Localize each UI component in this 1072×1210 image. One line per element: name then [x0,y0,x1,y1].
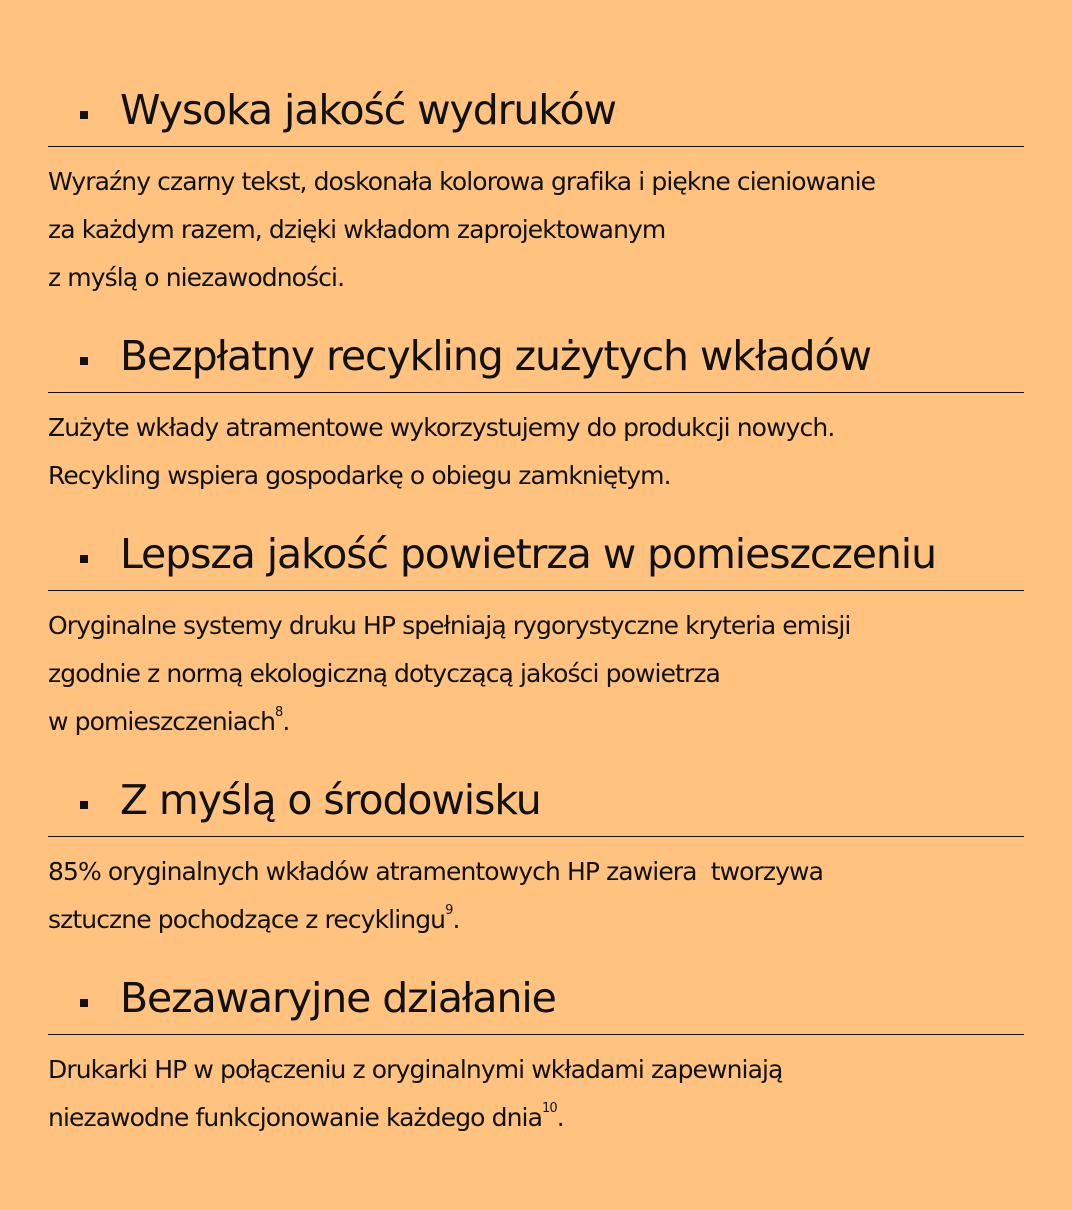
footnote-marker: 9 [445,903,453,918]
section-heading-row [48,516,1024,591]
square-bullet-icon [80,111,88,119]
section-environment [48,762,1024,944]
description-text: sztuczne pochodzące z recyklingu [48,905,446,934]
section-heading-row [48,318,1024,393]
description-line-with-footnote [48,896,1024,944]
description-line: Drukarki HP w połączeniu z oryginalnymi wkładami zapewniają [48,1055,783,1084]
description-line: Wyraźny czarny tekst, doskonała kolorowa grafika i piękne cieniowanie [48,167,876,196]
description-line-with-footnote [48,1094,1024,1142]
section-recycling [48,318,1024,500]
section-air-quality [48,516,1024,746]
section-title: Z myślą o środowisku [120,776,541,824]
period: . [556,1103,564,1132]
description-text: w pomieszczeniach [48,707,276,736]
section-title: Bezawaryjne działanie [120,974,556,1022]
section-heading-row [48,960,1024,1035]
section-heading-row [48,762,1024,837]
section-heading-row [48,72,1024,147]
section-title: Bezpłatny recykling zużytych wkładów [120,332,871,380]
period: . [452,905,460,934]
footnote-marker: 10 [542,1101,557,1116]
section-title: Lepsza jakość powietrza w pomieszczeniu [120,530,936,578]
section-description [48,147,1024,302]
description-line: zgodnie z normą ekologiczną dotyczącą jakości powietrza [48,659,720,688]
description-line: Recykling wspiera gospodarkę o obiegu zamkniętym. [48,461,671,490]
description-line: z myślą o niezawodności. [48,263,345,292]
description-line: Zużyte wkłady atramentowe wykorzystujemy do produkcji nowych. [48,413,835,442]
period: . [282,707,290,736]
description-text: niezawodne funkcjonowanie każdego dnia [48,1103,542,1132]
section-description [48,591,1024,746]
section-reliability [48,960,1024,1142]
description-line-with-footnote [48,698,1024,746]
square-bullet-icon [80,999,88,1007]
description-line: Oryginalne systemy druku HP spełniają rygorystyczne kryteria emisji [48,611,851,640]
section-description [48,393,1024,500]
square-bullet-icon [80,555,88,563]
description-line: za każdym razem, dzięki wkładom zaprojektowanym [48,215,666,244]
square-bullet-icon [80,357,88,365]
section-print-quality [48,72,1024,302]
section-title: Wysoka jakość wydruków [120,86,616,134]
square-bullet-icon [80,801,88,809]
section-description [48,1035,1024,1142]
description-line: 85% oryginalnych wkładów atramentowych HP zawiera tworzywa [48,857,824,886]
section-description [48,837,1024,944]
footnote-marker: 8 [275,705,283,720]
